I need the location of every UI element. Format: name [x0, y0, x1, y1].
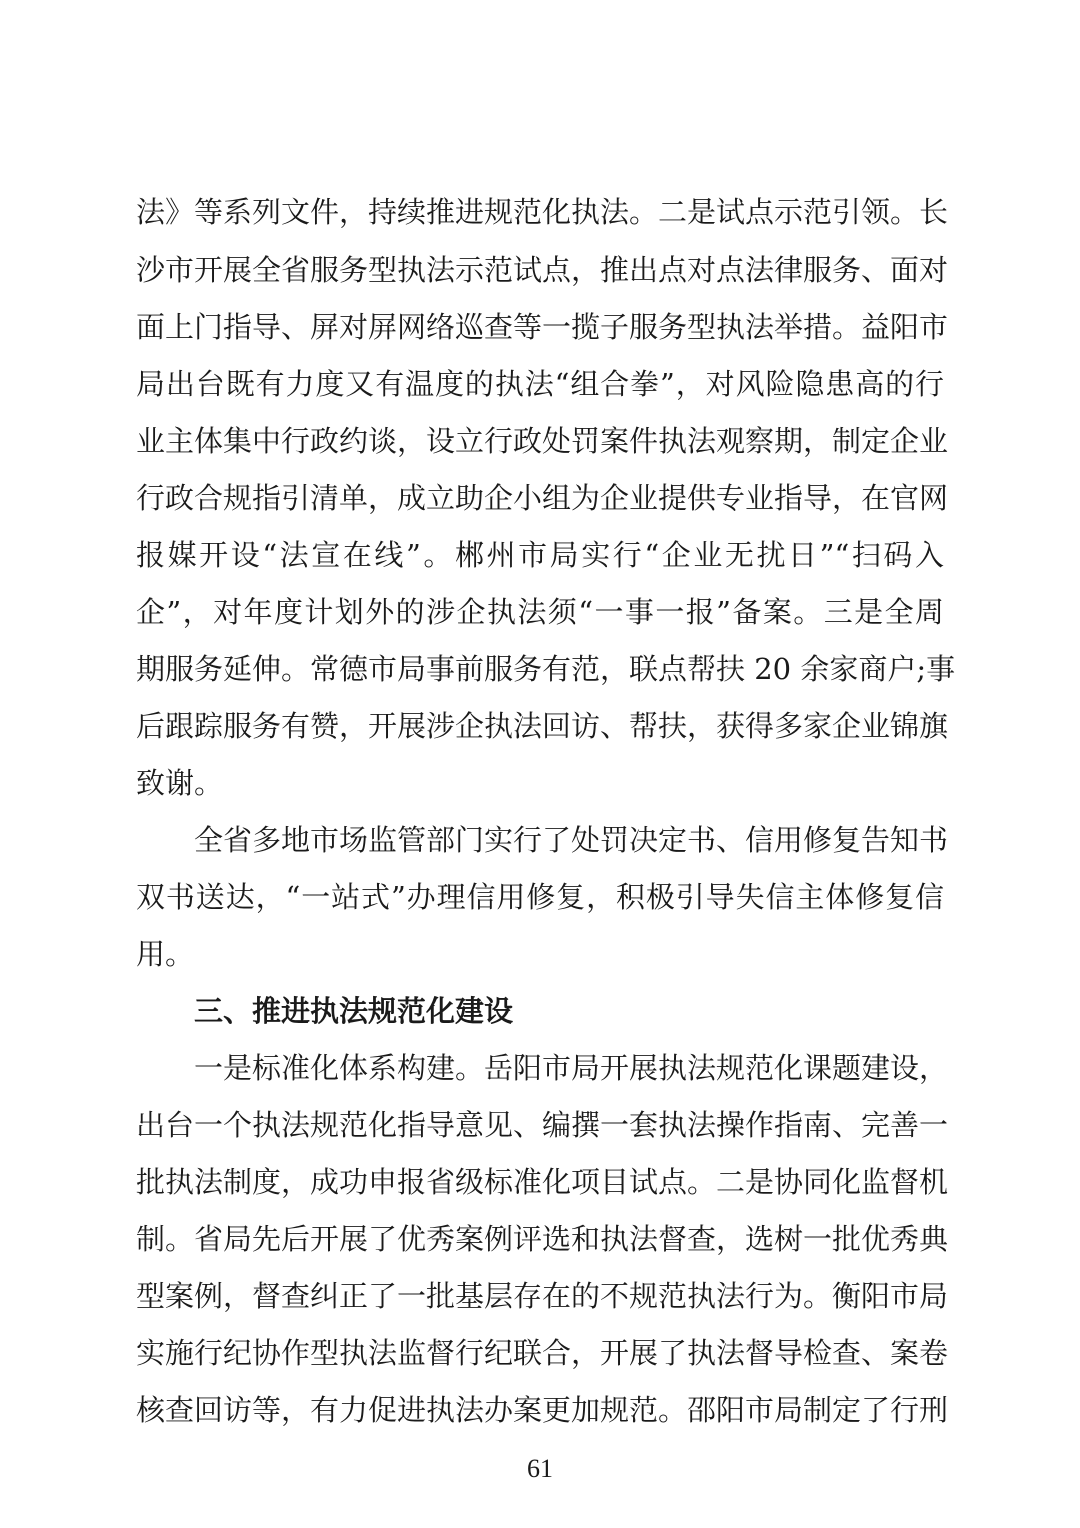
paragraph-1-line-2: 沙市开展全省服务型执法示范试点，推出点对点法律服务、面对 [136, 253, 949, 287]
paragraph-1-line-1: 法》等系列文件，持续推进规范化执法。二是试点示范引领。长 [136, 195, 949, 229]
paragraph-1-line-6: 行政合规指引清单，成立助企小组为企业提供专业指导，在官网 [136, 481, 949, 515]
paragraph-3-line-3: 批执法制度，成功申报省级标准化项目试点。二是协同化监督机 [136, 1165, 949, 1199]
paragraph-2-line-3: 用。 [136, 937, 195, 971]
paragraph-2-line-1: 全省多地市场监管部门实行了处罚决定书、信用修复告知书 [194, 823, 949, 857]
paragraph-1-line-4: 局出台既有力度又有温度的执法“组合拳”，对风险隐患高的行 [136, 367, 944, 401]
paragraph-1-line-7: 报媒开设“法宣在线”。郴州市局实行“企业无扰日”“扫码入 [136, 538, 944, 572]
paragraph-3-line-7: 核查回访等，有力促进执法办案更加规范。邵阳市局制定了行刑 [136, 1393, 949, 1427]
paragraph-2-line-2: 双书送达，“一站式”办理信用修复，积极引导失信主体修复信 [136, 880, 944, 914]
paragraph-1-line-10: 后跟踪服务有赞，开展涉企执法回访、帮扶，获得多家企业锦旗 [136, 709, 949, 743]
paragraph-1-line-5: 业主体集中行政约谈，设立行政处罚案件执法观察期，制定企业 [136, 424, 949, 458]
paragraph-1-line-8: 企”，对年度计划外的涉企执法须“一事一报”备案。三是全周 [136, 595, 944, 629]
section-heading: 三、推进执法规范化建设 [194, 994, 514, 1028]
paragraph-3-line-2: 出台一个执法规范化指导意见、编撰一套执法操作指南、完善一 [136, 1108, 949, 1142]
paragraph-3-line-6: 实施行纪协作型执法监督行纪联合，开展了执法督导检查、案卷 [136, 1336, 949, 1370]
paragraph-3-line-5: 型案例，督查纠正了一批基层存在的不规范执法行为。衡阳市局 [136, 1279, 949, 1313]
paragraph-3-line-4: 制。省局先后开展了优秀案例评选和执法督查，选树一批优秀典 [136, 1222, 949, 1256]
paragraph-1-line-11: 致谢。 [136, 766, 224, 800]
page-number: 61 [527, 1454, 553, 1483]
paragraph-3-line-1: 一是标准化体系构建。岳阳市局开展执法规范化课题建设， [194, 1051, 949, 1085]
paragraph-1-line-9: 期服务延伸。常德市局事前服务有范，联点帮扶 20 余家商户;事 [136, 652, 956, 686]
paragraph-1-line-3: 面上门指导、屏对屏网络巡查等一揽子服务型执法举措。益阳市 [136, 310, 949, 344]
